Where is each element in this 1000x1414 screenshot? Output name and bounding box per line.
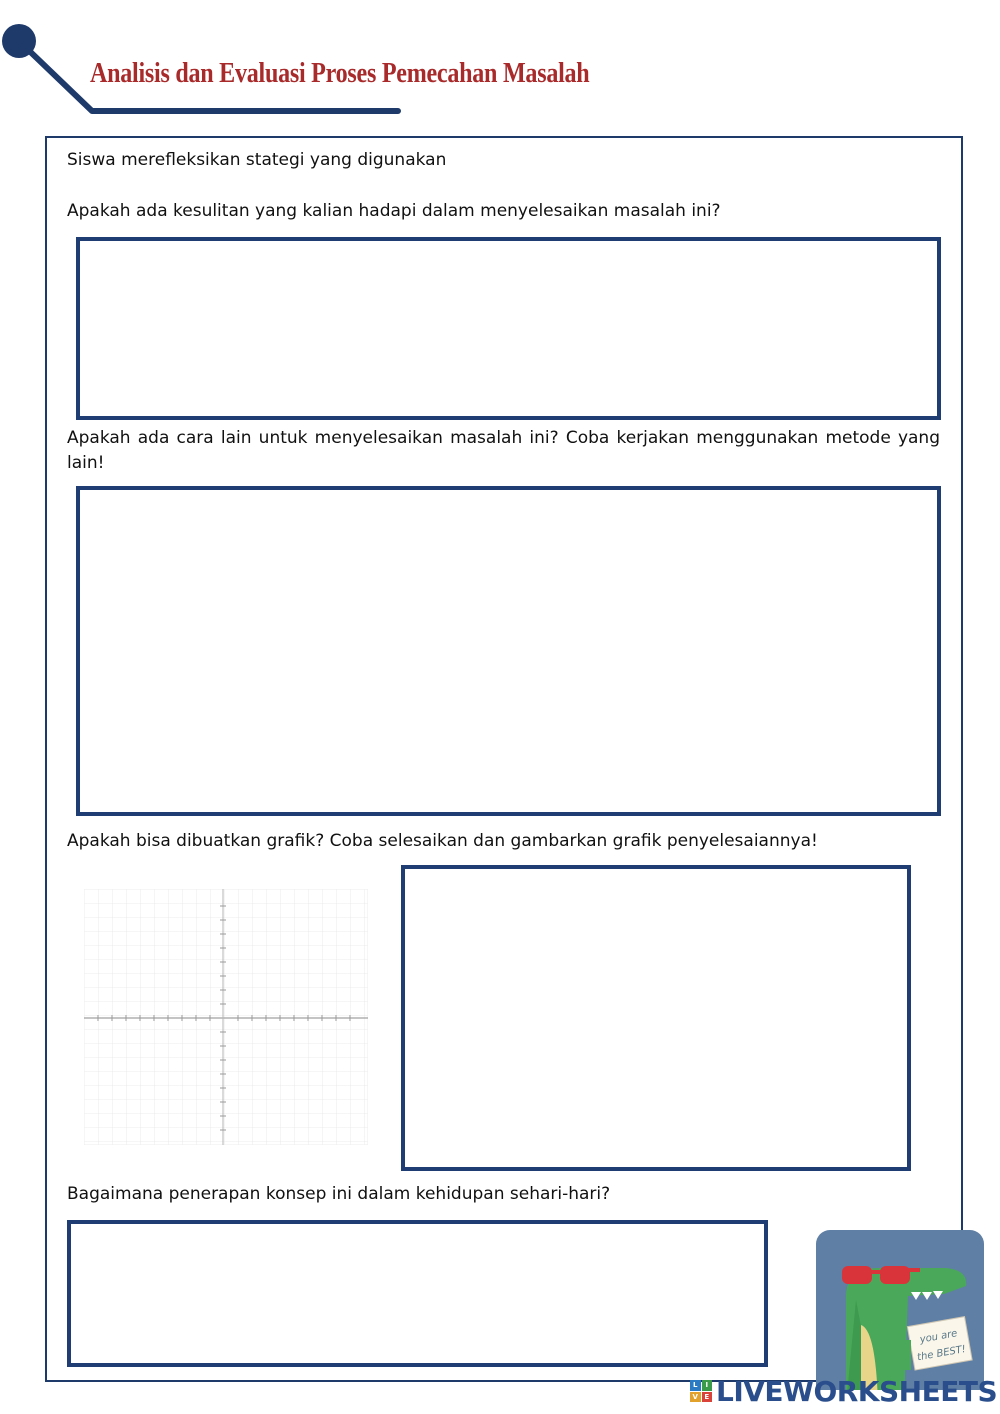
question-2: Apakah ada cara lain untuk menyelesaikan masalah ini? Coba kerjakan menggunakan metode yang lain! (67, 428, 940, 473)
answer-box-2[interactable] (76, 486, 941, 816)
page-title: Analisis dan Evaluasi Proses Pemecahan Masalah (90, 58, 590, 89)
answer-box-1[interactable] (76, 237, 941, 420)
svg-text:you are: you are (918, 1328, 959, 1346)
crocodile-sticker-icon (816, 1230, 984, 1390)
brand-name: LIVEWORKSHEETS (716, 1374, 998, 1408)
liveworksheets-logo (690, 1374, 997, 1408)
question-3: Apakah bisa dibuatkan grafik? Coba selesaikan dan gambarkan grafik penyelesaiannya! (67, 831, 818, 851)
answer-box-4[interactable] (67, 1220, 768, 1367)
coordinate-grid (84, 889, 368, 1145)
question-1: Apakah ada kesulitan yang kalian hadapi dalam menyelesaikan masalah ini? (67, 201, 721, 221)
question-4: Bagaimana penerapan konsep ini dalam kehidupan sehari-hari? (67, 1184, 611, 1204)
svg-text:the BEST!: the BEST! (916, 1343, 967, 1364)
graph-answer-box[interactable] (401, 865, 911, 1171)
liveworksheets-grid-icon: L I V E (690, 1380, 712, 1402)
intro-text: Siswa merefleksikan stategi yang digunakan (67, 150, 447, 170)
